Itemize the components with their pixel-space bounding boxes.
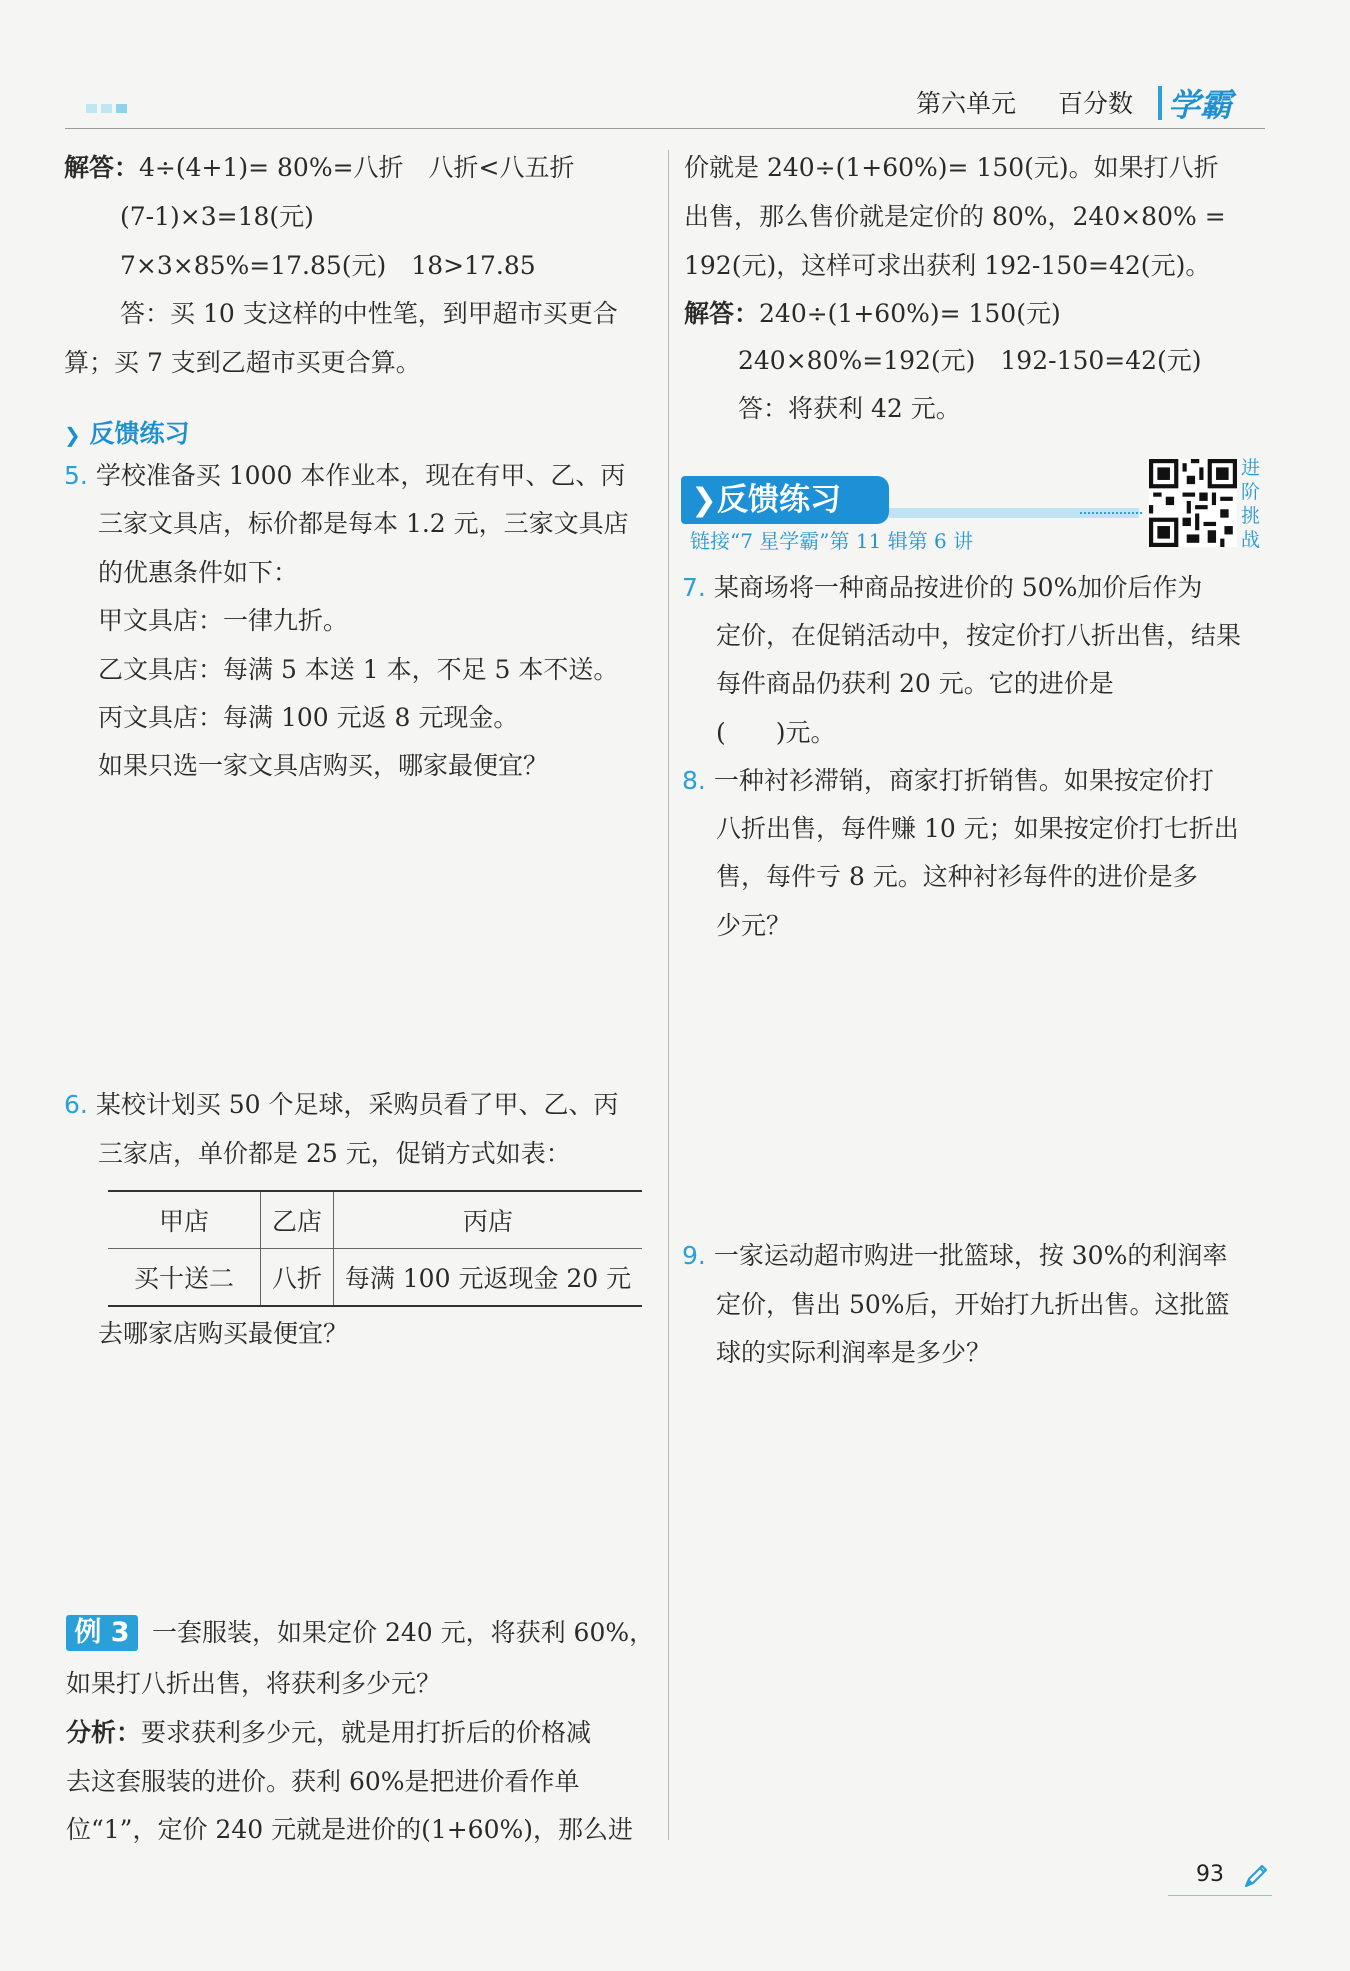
question-line: 定价，售出 50%后，开始打九折出售。这批篮	[716, 1290, 1230, 1319]
solution-label: 解答：	[684, 299, 760, 328]
feedback-banner: ❯反馈练习	[681, 476, 889, 524]
table-header-cell: 甲店	[108, 1191, 261, 1249]
question-9: 9. 一家运动超市购进一批篮球，按 30%的利润率	[682, 1241, 1228, 1270]
analysis-line: 位“1”，定价 240 元就是进价的(1+60%)，那么进	[66, 1815, 634, 1844]
table-cell: 买十送二	[133, 1264, 234, 1293]
question-line: 的优惠条件如下：	[98, 558, 299, 587]
page-number-rule	[1168, 1895, 1272, 1896]
column-divider	[668, 150, 669, 1840]
chevron-right-icon: ❯	[691, 482, 717, 518]
question-number: 7.	[682, 573, 706, 602]
question-line: ( )元。	[716, 718, 836, 747]
solution-line: 解答：240÷(1+60%)= 150(元)	[684, 299, 1061, 328]
question-line: 每件商品仍获利 20 元。它的进价是	[716, 669, 1114, 698]
solution-line: 7×3×85%=17.85(元) 18>17.85	[120, 251, 536, 280]
header-rule	[65, 128, 1265, 129]
solution-line: 答：买 10 支这样的中性笔，到甲超市买更合	[120, 299, 618, 328]
question-number: 6.	[64, 1090, 88, 1119]
analysis-continued-line: 出售，那么售价就是定价的 80%，240×80% =	[684, 202, 1226, 231]
example-line: 一套服装，如果定价 240 元，将获利 60%，	[152, 1618, 655, 1647]
analysis-line: 去这套服装的进价。获利 60%是把进价看作单	[66, 1767, 580, 1796]
question-line: 乙文具店：每满 5 本送 1 本，不足 5 本不送。	[98, 655, 619, 684]
header-decoration	[86, 104, 127, 113]
question-6: 6. 某校计划买 50 个足球，采购员看了甲、乙、丙	[64, 1090, 619, 1119]
analysis-continued-line: 价就是 240÷(1+60%)= 150(元)。如果打八折	[684, 153, 1219, 182]
qr-code-icon[interactable]	[1149, 459, 1237, 547]
table-row	[108, 1249, 642, 1307]
promotion-table	[108, 1190, 642, 1307]
header-bar	[1158, 86, 1162, 120]
feedback-heading: ❯ 反馈练习	[64, 419, 190, 448]
question-line: 三家文具店，标价都是每本 1.2 元，三家文具店	[98, 509, 629, 538]
banner-dots	[1080, 512, 1142, 515]
question-line: 甲文具店：一律九折。	[98, 606, 349, 635]
example-line: 如果打八折出售，将获利多少元？	[66, 1669, 442, 1698]
table-cell: 每满 100 元返现金 20 元	[334, 1249, 643, 1307]
solution-label: 解答：	[64, 153, 140, 182]
question-line: 售，每件亏 8 元。这种衬衫每件的进价是多	[716, 862, 1198, 891]
analysis-label: 分析：	[66, 1718, 142, 1747]
analysis-continued-line: 192(元)，这样可求出获利 192-150=42(元)。	[684, 251, 1211, 280]
question-line: 少元？	[716, 911, 792, 940]
table-header-row	[108, 1191, 642, 1249]
table-header-cell: 乙店	[261, 1191, 334, 1249]
question-line: 定价，在促销活动中，按定价打八折出售，结果	[716, 621, 1242, 650]
unit-title: 第六单元	[916, 89, 1017, 118]
question-line: 球的实际利润率是多少？	[716, 1338, 992, 1367]
solution-line: (7-1)×3=18(元)	[120, 202, 314, 231]
brand-logo: 学霸	[1168, 86, 1233, 124]
question-line: 丙文具店：每满 100 元返 8 元现金。	[98, 703, 519, 732]
solution-line: 答：将获利 42 元。	[738, 394, 961, 423]
question-number: 5.	[64, 461, 88, 490]
question-line: 去哪家店购买最便宜？	[98, 1319, 349, 1348]
topic-title: 百分数	[1058, 89, 1134, 118]
solution-line: 算；买 7 支到乙超市买更合算。	[64, 348, 421, 377]
link-reference: 链接“7 星学霸”第 11 辑第 6 讲	[690, 529, 974, 553]
table-cell: 八折	[261, 1249, 334, 1307]
question-7: 7. 某商场将一种商品按进价的 50%加价后作为	[682, 573, 1203, 602]
question-number: 8.	[682, 766, 706, 795]
solution-line: 解答：4÷(4+1)= 80%=八折 八折<八五折	[64, 153, 575, 182]
analysis-line: 分析：要求获利多少元，就是用打折后的价格减	[66, 1718, 592, 1747]
pencil-icon	[1240, 1860, 1272, 1892]
example-badge: 例 3	[66, 1615, 138, 1651]
table-header-cell: 丙店	[334, 1191, 643, 1249]
solution-line: 240×80%=192(元) 192-150=42(元)	[738, 346, 1202, 375]
question-line: 三家店，单价都是 25 元，促销方式如表：	[98, 1139, 571, 1168]
chevron-right-icon: ❯	[64, 423, 81, 447]
question-8: 8. 一种衬衫滞销，商家打折销售。如果按定价打	[682, 766, 1214, 795]
qr-label: 进阶挑战	[1241, 457, 1261, 551]
question-line: 如果只选一家文具店购买，哪家最便宜？	[98, 751, 549, 780]
question-5: 5. 学校准备买 1000 本作业本，现在有甲、乙、丙	[64, 461, 626, 490]
question-line: 八折出售，每件赚 10 元；如果按定价打七折出	[716, 814, 1239, 843]
page-number: 93	[1196, 1862, 1224, 1887]
question-number: 9.	[682, 1241, 706, 1270]
